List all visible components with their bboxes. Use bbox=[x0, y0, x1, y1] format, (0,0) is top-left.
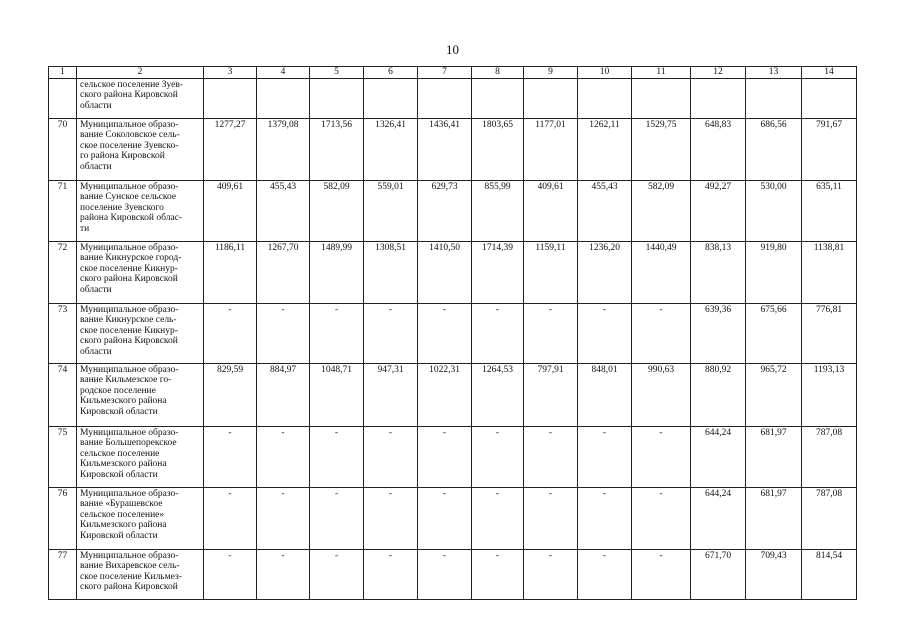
value-cell: - bbox=[524, 487, 578, 549]
value-cell: - bbox=[578, 549, 632, 599]
municipality-name: Муниципальное образо- вание Сунское сельское поселение Зуевского района Кировской облас- ти bbox=[77, 180, 204, 241]
value-cell: 855,99 bbox=[472, 180, 524, 241]
value-cell: 492,27 bbox=[691, 180, 746, 241]
value-cell: 681,97 bbox=[746, 426, 802, 487]
value-cell: - bbox=[418, 303, 472, 363]
table-row bbox=[49, 549, 857, 599]
value-cell: 1138,81 bbox=[802, 241, 857, 303]
value-cell: 1236,20 bbox=[578, 241, 632, 303]
value-cell: 1159,11 bbox=[524, 241, 578, 303]
value-cell: 1277,27 bbox=[204, 118, 257, 180]
value-cell bbox=[364, 78, 418, 118]
municipality-name: сельское поселение Зуев- ского района Кировской области bbox=[77, 78, 204, 118]
header-cell: 1 bbox=[49, 67, 77, 79]
value-cell: 791,67 bbox=[802, 118, 857, 180]
municipality-name: Муниципальное образо- вание Соколовское сель- ское поселение Зуевско- го района Кировской области bbox=[77, 118, 204, 180]
row-number: 72 bbox=[49, 241, 77, 303]
table-body bbox=[49, 67, 857, 600]
table-row bbox=[49, 363, 857, 426]
value-cell: - bbox=[578, 487, 632, 549]
header-cell: 11 bbox=[632, 67, 691, 79]
tariff-table bbox=[48, 66, 857, 600]
municipality-name: Муниципальное образо- вание Вихаревское сель- ское поселение Кильмез- ского района Кировской bbox=[77, 549, 204, 599]
header-cell: 2 bbox=[77, 67, 204, 79]
row-number: 77 bbox=[49, 549, 77, 599]
header-cell: 9 bbox=[524, 67, 578, 79]
value-cell: 675,66 bbox=[746, 303, 802, 363]
value-cell: 776,81 bbox=[802, 303, 857, 363]
value-cell: - bbox=[472, 303, 524, 363]
value-cell: - bbox=[364, 426, 418, 487]
value-cell: 787,08 bbox=[802, 487, 857, 549]
header-cell: 13 bbox=[746, 67, 802, 79]
value-cell: - bbox=[310, 549, 364, 599]
value-cell: - bbox=[204, 487, 257, 549]
header-cell: 8 bbox=[472, 67, 524, 79]
value-cell: 1436,41 bbox=[418, 118, 472, 180]
value-cell: 1489,99 bbox=[310, 241, 364, 303]
value-cell: 1308,51 bbox=[364, 241, 418, 303]
value-cell: 681,97 bbox=[746, 487, 802, 549]
value-cell: 1022,31 bbox=[418, 363, 472, 426]
value-cell: 787,08 bbox=[802, 426, 857, 487]
row-number: 71 bbox=[49, 180, 77, 241]
value-cell bbox=[257, 78, 310, 118]
value-cell: 848,01 bbox=[578, 363, 632, 426]
value-cell: - bbox=[364, 487, 418, 549]
value-cell: 1410,50 bbox=[418, 241, 472, 303]
value-cell bbox=[418, 78, 472, 118]
value-cell: 1264,53 bbox=[472, 363, 524, 426]
value-cell bbox=[746, 78, 802, 118]
row-number: 70 bbox=[49, 118, 77, 180]
value-cell bbox=[204, 78, 257, 118]
value-cell: - bbox=[418, 487, 472, 549]
value-cell: - bbox=[418, 426, 472, 487]
value-cell: 409,61 bbox=[204, 180, 257, 241]
value-cell: - bbox=[364, 549, 418, 599]
municipality-name: Муниципальное образо- вание «Бурашевское сельское поселение» Кильмезского района Кировской области bbox=[77, 487, 204, 549]
value-cell: - bbox=[257, 549, 310, 599]
value-cell: - bbox=[524, 303, 578, 363]
value-cell: 1803,65 bbox=[472, 118, 524, 180]
table-row bbox=[49, 303, 857, 363]
value-cell: 1262,11 bbox=[578, 118, 632, 180]
value-cell: 709,43 bbox=[746, 549, 802, 599]
value-cell: 644,24 bbox=[691, 487, 746, 549]
header-cell: 10 bbox=[578, 67, 632, 79]
value-cell: 671,70 bbox=[691, 549, 746, 599]
value-cell: 648,83 bbox=[691, 118, 746, 180]
value-cell: 797,91 bbox=[524, 363, 578, 426]
value-cell: - bbox=[364, 303, 418, 363]
value-cell: 582,09 bbox=[310, 180, 364, 241]
table-row bbox=[49, 426, 857, 487]
value-cell: 635,11 bbox=[802, 180, 857, 241]
value-cell: 884,97 bbox=[257, 363, 310, 426]
value-cell: 455,43 bbox=[257, 180, 310, 241]
value-cell: - bbox=[418, 549, 472, 599]
value-cell: 639,36 bbox=[691, 303, 746, 363]
value-cell bbox=[472, 78, 524, 118]
value-cell: - bbox=[204, 303, 257, 363]
header-cell: 14 bbox=[802, 67, 857, 79]
value-cell: 644,24 bbox=[691, 426, 746, 487]
header-cell: 3 bbox=[204, 67, 257, 79]
value-cell: 947,31 bbox=[364, 363, 418, 426]
value-cell: - bbox=[472, 426, 524, 487]
value-cell: 530,00 bbox=[746, 180, 802, 241]
value-cell: - bbox=[524, 426, 578, 487]
value-cell: - bbox=[578, 303, 632, 363]
value-cell: - bbox=[472, 549, 524, 599]
value-cell: - bbox=[524, 549, 578, 599]
value-cell bbox=[524, 78, 578, 118]
header-cell: 7 bbox=[418, 67, 472, 79]
value-cell: - bbox=[632, 549, 691, 599]
value-cell: - bbox=[257, 303, 310, 363]
value-cell: - bbox=[257, 487, 310, 549]
header-row bbox=[49, 67, 857, 79]
value-cell bbox=[310, 78, 364, 118]
row-number: 76 bbox=[49, 487, 77, 549]
value-cell: 1713,56 bbox=[310, 118, 364, 180]
value-cell: 1267,70 bbox=[257, 241, 310, 303]
value-cell bbox=[691, 78, 746, 118]
value-cell: - bbox=[578, 426, 632, 487]
value-cell: 559,01 bbox=[364, 180, 418, 241]
value-cell: - bbox=[310, 426, 364, 487]
row-number bbox=[49, 78, 77, 118]
value-cell: 1714,39 bbox=[472, 241, 524, 303]
municipality-name: Муниципальное образо- вание Кикнурское сель- ское поселение Кикнур- ского района Кировской области bbox=[77, 303, 204, 363]
value-cell: - bbox=[310, 303, 364, 363]
value-cell: 582,09 bbox=[632, 180, 691, 241]
table-row bbox=[49, 180, 857, 241]
table-row bbox=[49, 487, 857, 549]
value-cell: - bbox=[310, 487, 364, 549]
value-cell: 919,80 bbox=[746, 241, 802, 303]
value-cell: - bbox=[204, 426, 257, 487]
value-cell: 814,54 bbox=[802, 549, 857, 599]
row-number: 74 bbox=[49, 363, 77, 426]
value-cell: 1440,49 bbox=[632, 241, 691, 303]
value-cell: 629,73 bbox=[418, 180, 472, 241]
value-cell bbox=[632, 78, 691, 118]
value-cell: 1193,13 bbox=[802, 363, 857, 426]
value-cell: 990,63 bbox=[632, 363, 691, 426]
municipality-name: Муниципальное образо- вание Кильмезское го- родское поселение Кильмезского района Кировской области bbox=[77, 363, 204, 426]
row-number: 73 bbox=[49, 303, 77, 363]
header-cell: 12 bbox=[691, 67, 746, 79]
value-cell: 1529,75 bbox=[632, 118, 691, 180]
value-cell: 880,92 bbox=[691, 363, 746, 426]
value-cell: - bbox=[632, 303, 691, 363]
value-cell: - bbox=[204, 549, 257, 599]
header-cell: 5 bbox=[310, 67, 364, 79]
header-cell: 4 bbox=[257, 67, 310, 79]
table-row bbox=[49, 118, 857, 180]
value-cell: - bbox=[632, 487, 691, 549]
value-cell: 838,13 bbox=[691, 241, 746, 303]
value-cell: 829,59 bbox=[204, 363, 257, 426]
table-row bbox=[49, 78, 857, 118]
municipality-name: Муниципальное образо- вание Кикнурское город- ское поселение Кикнур- ского района Кировской области bbox=[77, 241, 204, 303]
row-number: 75 bbox=[49, 426, 77, 487]
value-cell: - bbox=[472, 487, 524, 549]
value-cell: 409,61 bbox=[524, 180, 578, 241]
value-cell: 965,72 bbox=[746, 363, 802, 426]
page-number: 10 bbox=[446, 42, 459, 57]
value-cell: 1177,01 bbox=[524, 118, 578, 180]
value-cell: 1186,11 bbox=[204, 241, 257, 303]
value-cell: 1048,71 bbox=[310, 363, 364, 426]
table-row bbox=[49, 241, 857, 303]
municipality-name: Муниципальное образо- вание Большепорекское сельское поселение Кильмезского района Кировской области bbox=[77, 426, 204, 487]
header-cell: 6 bbox=[364, 67, 418, 79]
value-cell bbox=[578, 78, 632, 118]
value-cell: - bbox=[257, 426, 310, 487]
value-cell bbox=[802, 78, 857, 118]
value-cell: 455,43 bbox=[578, 180, 632, 241]
value-cell: - bbox=[632, 426, 691, 487]
value-cell: 1379,08 bbox=[257, 118, 310, 180]
value-cell: 1326,41 bbox=[364, 118, 418, 180]
value-cell: 686,56 bbox=[746, 118, 802, 180]
